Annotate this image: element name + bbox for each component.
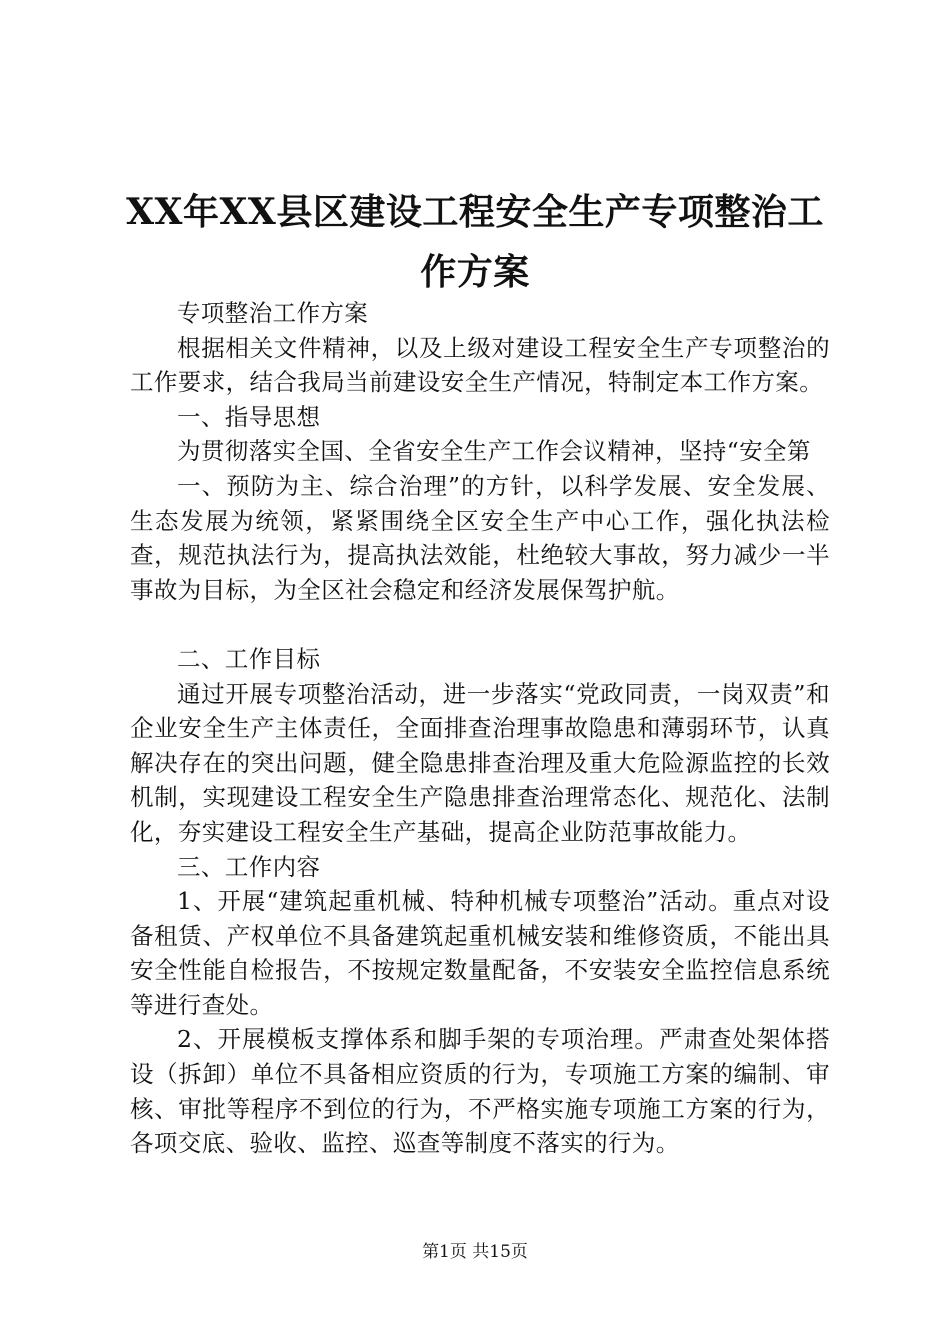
intro-paragraph: 根据相关文件精神，以及上级对建设工程安全生产专项整治的工作要求，结合我局当前建设安全生产情况，特制定本工作方案。 (130, 333, 830, 397)
work-content-item-2: 2、开展模板支撑体系和脚手架的专项治理。严肃查处架体搭设（拆卸）单位不具备相应资质的行为，专项施工方案的编制、审核、审批等程序不到位的行为，不严格实施专项施工方案的行为，各项交底、验收、监控、巡查等制度不落实的行为。 (130, 1025, 830, 1158)
page-number-footer: 第1页 共15页 (422, 1242, 528, 1262)
document-title: XX年XX县区建设工程安全生产专项整治工作方案 (126, 191, 824, 293)
guiding-ideology-paragraph-2: 一、预防为主、综合治理”的方针，以科学发展、安全发展、生态发展为统领，紧紧围绕全区安全生产中心工作，强化执法检查，规范执法行为，提高执法效能，杜绝较大事故，努力减少一半事故为目标，为全区社会稳定和经济发展保驾护航。 (130, 471, 830, 604)
document-body (130, 296, 830, 1161)
section-heading-work-goals: 二、工作目标 (177, 644, 321, 673)
section-heading-work-content: 三、工作内容 (177, 852, 321, 881)
subtitle-paragraph: 专项整治工作方案 (177, 299, 369, 327)
work-goals-paragraph: 通过开展专项整治活动，进一步落实“党政同责，一岗双责”和企业安全生产主体责任，全面排查治理事故隐患和薄弱环节，认真解决存在的突出问题，健全隐患排查治理及重大危险源监控的长效机制，实现建设工程安全生产隐患排查治理常态化、规范化、法制化，夯实建设工程安全生产基础，提高企业防范事故能力。 (130, 679, 830, 846)
section-heading-guiding-ideology: 一、指导思想 (177, 402, 321, 431)
work-content-item-1: 1、开展“建筑起重机械、特种机械专项整治”活动。重点对设备租赁、产权单位不具备建筑起重机械安装和维修资质，不能出具安全性能自检报告，不按规定数量配备，不安装安全监控信息系统等进行查处。 (130, 887, 830, 1019)
guiding-ideology-paragraph-1: 为贯彻落实全国、全省安全生产工作会议精神，坚持“安全第 (177, 437, 811, 466)
